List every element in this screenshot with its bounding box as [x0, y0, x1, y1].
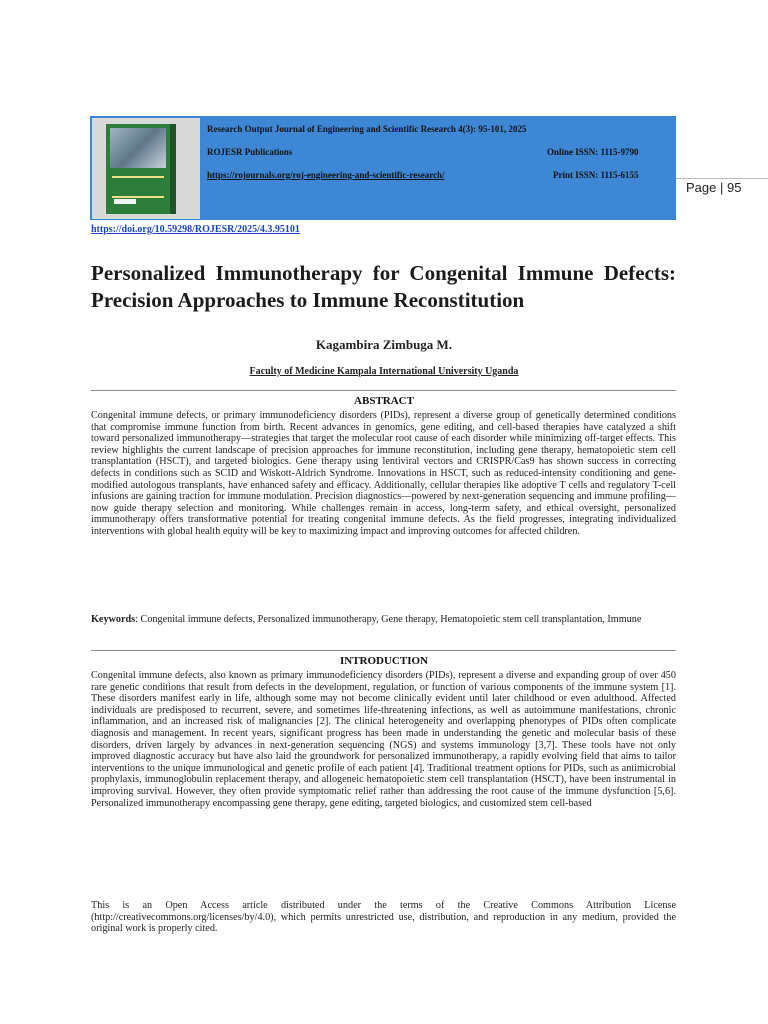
author-affiliation: Faculty of Medicine Kampala International University Uganda: [249, 366, 519, 377]
license-text: This is an Open Access article distributed under the terms of the Creative Commons Attribution License (http://creativecommons.org/licenses/by/4.0), which permits unrestricted use, distribution, and reproduction in any medium, provided the original work is properly cited.: [91, 900, 676, 935]
page-number: Page | 95: [686, 180, 742, 195]
author-name: Kagambira Zimbuga M.: [315, 337, 453, 352]
page-header-rule: [676, 178, 768, 179]
online-issn: Online ISSN: 1115-9790: [547, 147, 639, 157]
publisher-name: ROJESR Publications: [207, 147, 293, 157]
book-cover: [106, 124, 176, 214]
journal-url-link[interactable]: https://rojournals.org/roj-engineering-and-scientific-research/: [207, 170, 445, 180]
journal-citation-line: Research Output Journal of Engineering and Scientific Research 4(3): 95-101, 2025: [207, 124, 527, 134]
cover-brand-mark: [114, 199, 136, 204]
cover-title-lines: [112, 176, 164, 198]
abstract-top-rule: [91, 390, 676, 391]
journal-cover-image: [92, 118, 200, 219]
introduction-top-rule: [91, 650, 676, 651]
introduction-text: Congenital immune defects, also known as primary immunodeficiency disorders (PIDs), represent a diverse and expanding group of over 450 rare genetic conditions that result from defects in the development, regulation, or function of various components of the immune system [1]. These disorders manifest early in life, although some may not become clinically evident until later childhood or even adulthood. Affected individuals are predisposed to recurrent, severe, and sometimes life-threatening infections, as well as autoimmune manifestations, chronic inflammation, and an increased risk of malignancies [2]. The clinical heterogeneity and overlapping phenotypes of PIDs often complicate diagnosis and management. In recent years, significant progress has been made in understanding the genetic and molecular basis of these disorders, driven largely by advances in next-generation sequencing (NGS) and systems immunology [3,7]. These tools have not only improved diagnostic accuracy but have also laid the groundwork for personalized immunotherapy, a rapidly evolving field that aims to tailor interventions to the unique immunological and genetic profile of each patient [4]. Traditional treatment options for PIDs, such as antimicrobial prophylaxis, immunoglobulin replacement therapy, and allogeneic hematopoietic stem cell transplantation (HSCT), have been instrumental in improving survival. However, they often provide symptomatic relief rather than addressing the root cause of the immune dysfunction [5,6]. Personalized immunotherapy encompassing gene therapy, gene editing, targeted biologics, and customized stem cell-based: [91, 670, 676, 809]
print-issn: Print ISSN: 1115-6155: [553, 170, 639, 180]
article-title: Personalized Immunotherapy for Congenital Immune Defects: Precision Approaches to Immune Reconstitution: [91, 261, 676, 312]
keywords-label: Keywords: [91, 614, 136, 625]
introduction-heading: INTRODUCTION: [339, 655, 428, 667]
cover-photo: [110, 128, 166, 168]
doi-link[interactable]: https://doi.org/10.59298/ROJESR/2025/4.3.95101: [91, 224, 300, 235]
keywords-line: [91, 614, 676, 626]
abstract-heading: ABSTRACT: [354, 395, 414, 407]
abstract-text: Congenital immune defects, or primary immunodeficiency disorders (PIDs), represent a diverse group of genetically determined conditions that compromise immune function from birth. Recent advances in genomics, gene editing, and cell-based therapies have catalyzed a shift toward personalized immunotherapy—strategies that target the molecular root cause of each disorder while minimizing off-target effects. This review highlights the current landscape of precision approaches for immune reconstitution, including gene therapy, hematopoietic stem cell transplantation (HSCT), and targeted biologics. Gene therapy using lentiviral vectors and CRISPR/Cas9 has shown success in correcting defects in conditions such as SCID and Wiskott-Aldrich Syndrome. Innovations in HSCT, such as reduced-intensity conditioning and gene-modified autologous transplants, have enhanced safety and efficacy. Additionally, cellular therapies like adoptive T cells and regulatory T-cell infusions are gaining traction for immune modulation. Precision diagnostics—powered by next-generation sequencing and immune profiling—now guide therapy selection and monitoring. While challenges remain in access, long-term safety, and ethical oversight, personalized immunotherapy offers transformative potential for treating congenital immune defects. As the field progresses, integrating individualized interventions with global health equity will be key to maximizing impact and improving outcomes for affected children.: [91, 410, 676, 537]
keywords-list: : Congenital immune defects, Personalized immunotherapy, Gene therapy, Hematopoietic stem cell transplantation, Immune: [135, 614, 642, 625]
